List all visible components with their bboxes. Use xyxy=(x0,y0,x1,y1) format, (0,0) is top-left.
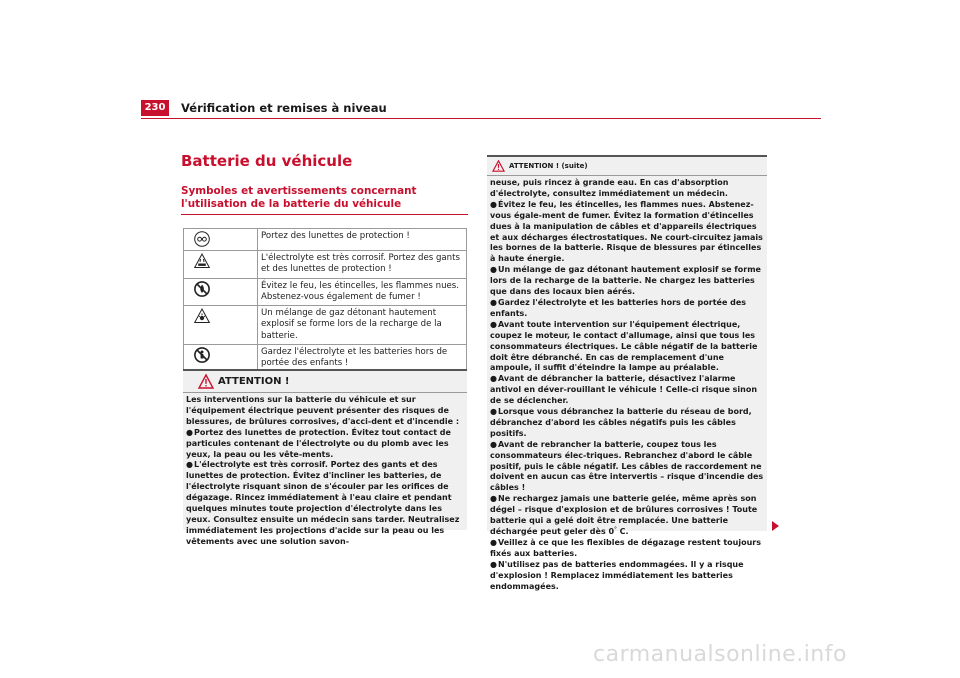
warning-continued-intro: neuse, puis rincez à grande eau. En cas d'absorption d'électrolyte, consultez immédiatement un médecin. xyxy=(490,178,729,198)
continue-arrow-icon xyxy=(772,521,779,531)
explosive-icon xyxy=(194,308,210,324)
bullet-icon: ● xyxy=(490,297,497,307)
safety-goggles-icon xyxy=(194,231,210,247)
bullet-icon: ● xyxy=(490,537,497,547)
symbol-row xyxy=(184,229,467,251)
warning-bullet: ●Un mélange de gaz détonant hautement explosif se forme lors de la recharge de la batterie. Ne chargez les batteries que dans des locaux bien aérés. xyxy=(490,265,761,297)
warning-header xyxy=(183,371,467,393)
symbol-row xyxy=(184,251,467,279)
symbol-text: Gardez l'électrolyte et les batteries hors de portée des enfants ! xyxy=(258,345,467,373)
symbol-text: Un mélange de gaz détonant hautement explosif se forme lors de la recharge de la batterie. xyxy=(258,306,467,345)
warning-continued-label: ATTENTION ! (suite) xyxy=(509,162,588,170)
warning-bullet: ●N'utilisez pas de batteries endommagées. Il y a risque d'explosion ! Remplacez immédiatement les batteries endommagées. xyxy=(490,559,744,591)
subsection-rule xyxy=(181,214,468,215)
bullet-icon: ● xyxy=(490,319,497,329)
warning-bullet: ●Avant toute intervention sur l'équipement électrique, coupez le moteur, le contact d'allumage, ainsi que tous les consommateurs électriques. Le câble négatif de la batterie doit être débranché. En cas de remplacement d'une ampoule, il suffit d'éteindre la lampe au préalable. xyxy=(490,319,758,373)
warning-triangle-icon xyxy=(492,160,505,172)
bullet-icon: ● xyxy=(490,265,497,275)
bullet-icon: ● xyxy=(490,407,497,417)
corrosive-icon xyxy=(194,253,210,269)
warning-continued-header xyxy=(487,157,767,176)
bullet-icon: ● xyxy=(490,199,497,209)
symbol-text: Évitez le feu, les étincelles, les flammes nues. Abstenez-vous également de fumer ! xyxy=(258,278,467,306)
watermark: carmanualsonline.info xyxy=(593,642,847,667)
degree-symbol: ° xyxy=(614,526,617,533)
warning-bullet: ●Lorsque vous débranchez la batterie du réseau de bord, débranchez d'abord les câbles négatifs puis les câbles positifs. xyxy=(490,407,752,438)
warning-triangle-icon xyxy=(198,374,214,389)
symbols-table xyxy=(183,228,467,373)
warning-body xyxy=(183,393,467,548)
symbol-row xyxy=(184,278,467,306)
warning-box xyxy=(183,369,467,546)
symbol-row xyxy=(184,306,467,345)
warning-bullet: ●Avant de débrancher la batterie, désactivez l'alarme antivol en déver-rouillant le véhicule ! Celle-ci risque sinon de se déclencher. xyxy=(490,374,758,406)
warning-intro: Les interventions sur la batterie du véhicule et sur l'équipement électrique peuvent présenter des risques de blessures, de brûlures corrosives, d'acci-dent et d'incendie : xyxy=(186,395,460,426)
section-title: Batterie du véhicule xyxy=(181,152,353,170)
no-fire-icon xyxy=(194,281,210,297)
keep-away-children-icon xyxy=(194,347,210,363)
warning-continued-body xyxy=(487,176,767,592)
bullet-icon: ● xyxy=(186,427,193,437)
bullet-icon: ● xyxy=(490,559,497,569)
warning-continued-box xyxy=(487,155,767,591)
warning-bullet: ●Ne rechargez jamais une batterie gelée, même après son dégel – risque d'explosion et de brûlures corrosives ! Toute batterie qui a gelé doit être remplacée. Une batterie déchargée peut geler dès 0° C. xyxy=(490,494,758,536)
symbol-text: L'électrolyte est très corrosif. Portez des gants et des lunettes de protection ! xyxy=(258,251,467,279)
warning-label: ATTENTION ! xyxy=(218,376,290,387)
warning-bullet: ●Veillez à ce que les flexibles de dégazage restent toujours fixés aux batteries. xyxy=(490,537,762,558)
warning-bullet: ●Portez des lunettes de protection. Évitez tout contact de particules contenant de l'électrolyte ou du plomb avec les yeux, la peau ou les vête-ments. xyxy=(186,427,451,459)
page-number: 230 xyxy=(141,100,169,116)
warning-bullet: ●Gardez l'électrolyte et les batteries hors de portée des enfants. xyxy=(490,297,747,318)
subsection-title: Symboles et avertissements concernant l'utilisation de la batterie du véhicule xyxy=(181,185,417,210)
bullet-icon: ● xyxy=(186,460,193,470)
warning-bullet: ●L'électrolyte est très corrosif. Portez des gants et des lunettes de protection. Évitez d'incliner les batteries, de l'électrolyte risquant sinon de s'écouler par les orifices de dégazage. Rincez immédiatement à l'eau claire et pendant quelques minutes toute projection d'électrolyte dans les yeux. Consultez ensuite un médecin sans tarder. Neutralisez immédiatement les projections d'acide sur la peau ou les vêtements avec une solution savon- xyxy=(186,460,460,546)
symbol-text: Portez des lunettes de protection ! xyxy=(258,229,467,251)
warning-bullet: ●Évitez le feu, les étincelles, les flammes nues. Abstenez-vous égale-ment de fumer. Évitez la formation d'étincelles dues à la manipulation de câbles et d'appareils électriques et aux décharges électrostatiques. Ne court-circuitez jamais les bornes de la batterie. Risque de blessures par étincelles à haute énergie. xyxy=(490,199,763,264)
warning-bullet: ●Avant de rebrancher la batterie, coupez tous les consommateurs élec-triques. Rebranchez d'abord le câble positif, puis le câble négatif. Les câbles de raccordement ne doivent en aucun cas être intervertis – risque d'incendie des câbles ! xyxy=(490,439,764,493)
bullet-icon: ● xyxy=(490,374,497,384)
running-title: Vérification et remises à niveau xyxy=(181,101,387,115)
bullet-icon: ● xyxy=(490,494,497,504)
header-rule xyxy=(141,118,821,119)
bullet-icon: ● xyxy=(490,439,497,449)
